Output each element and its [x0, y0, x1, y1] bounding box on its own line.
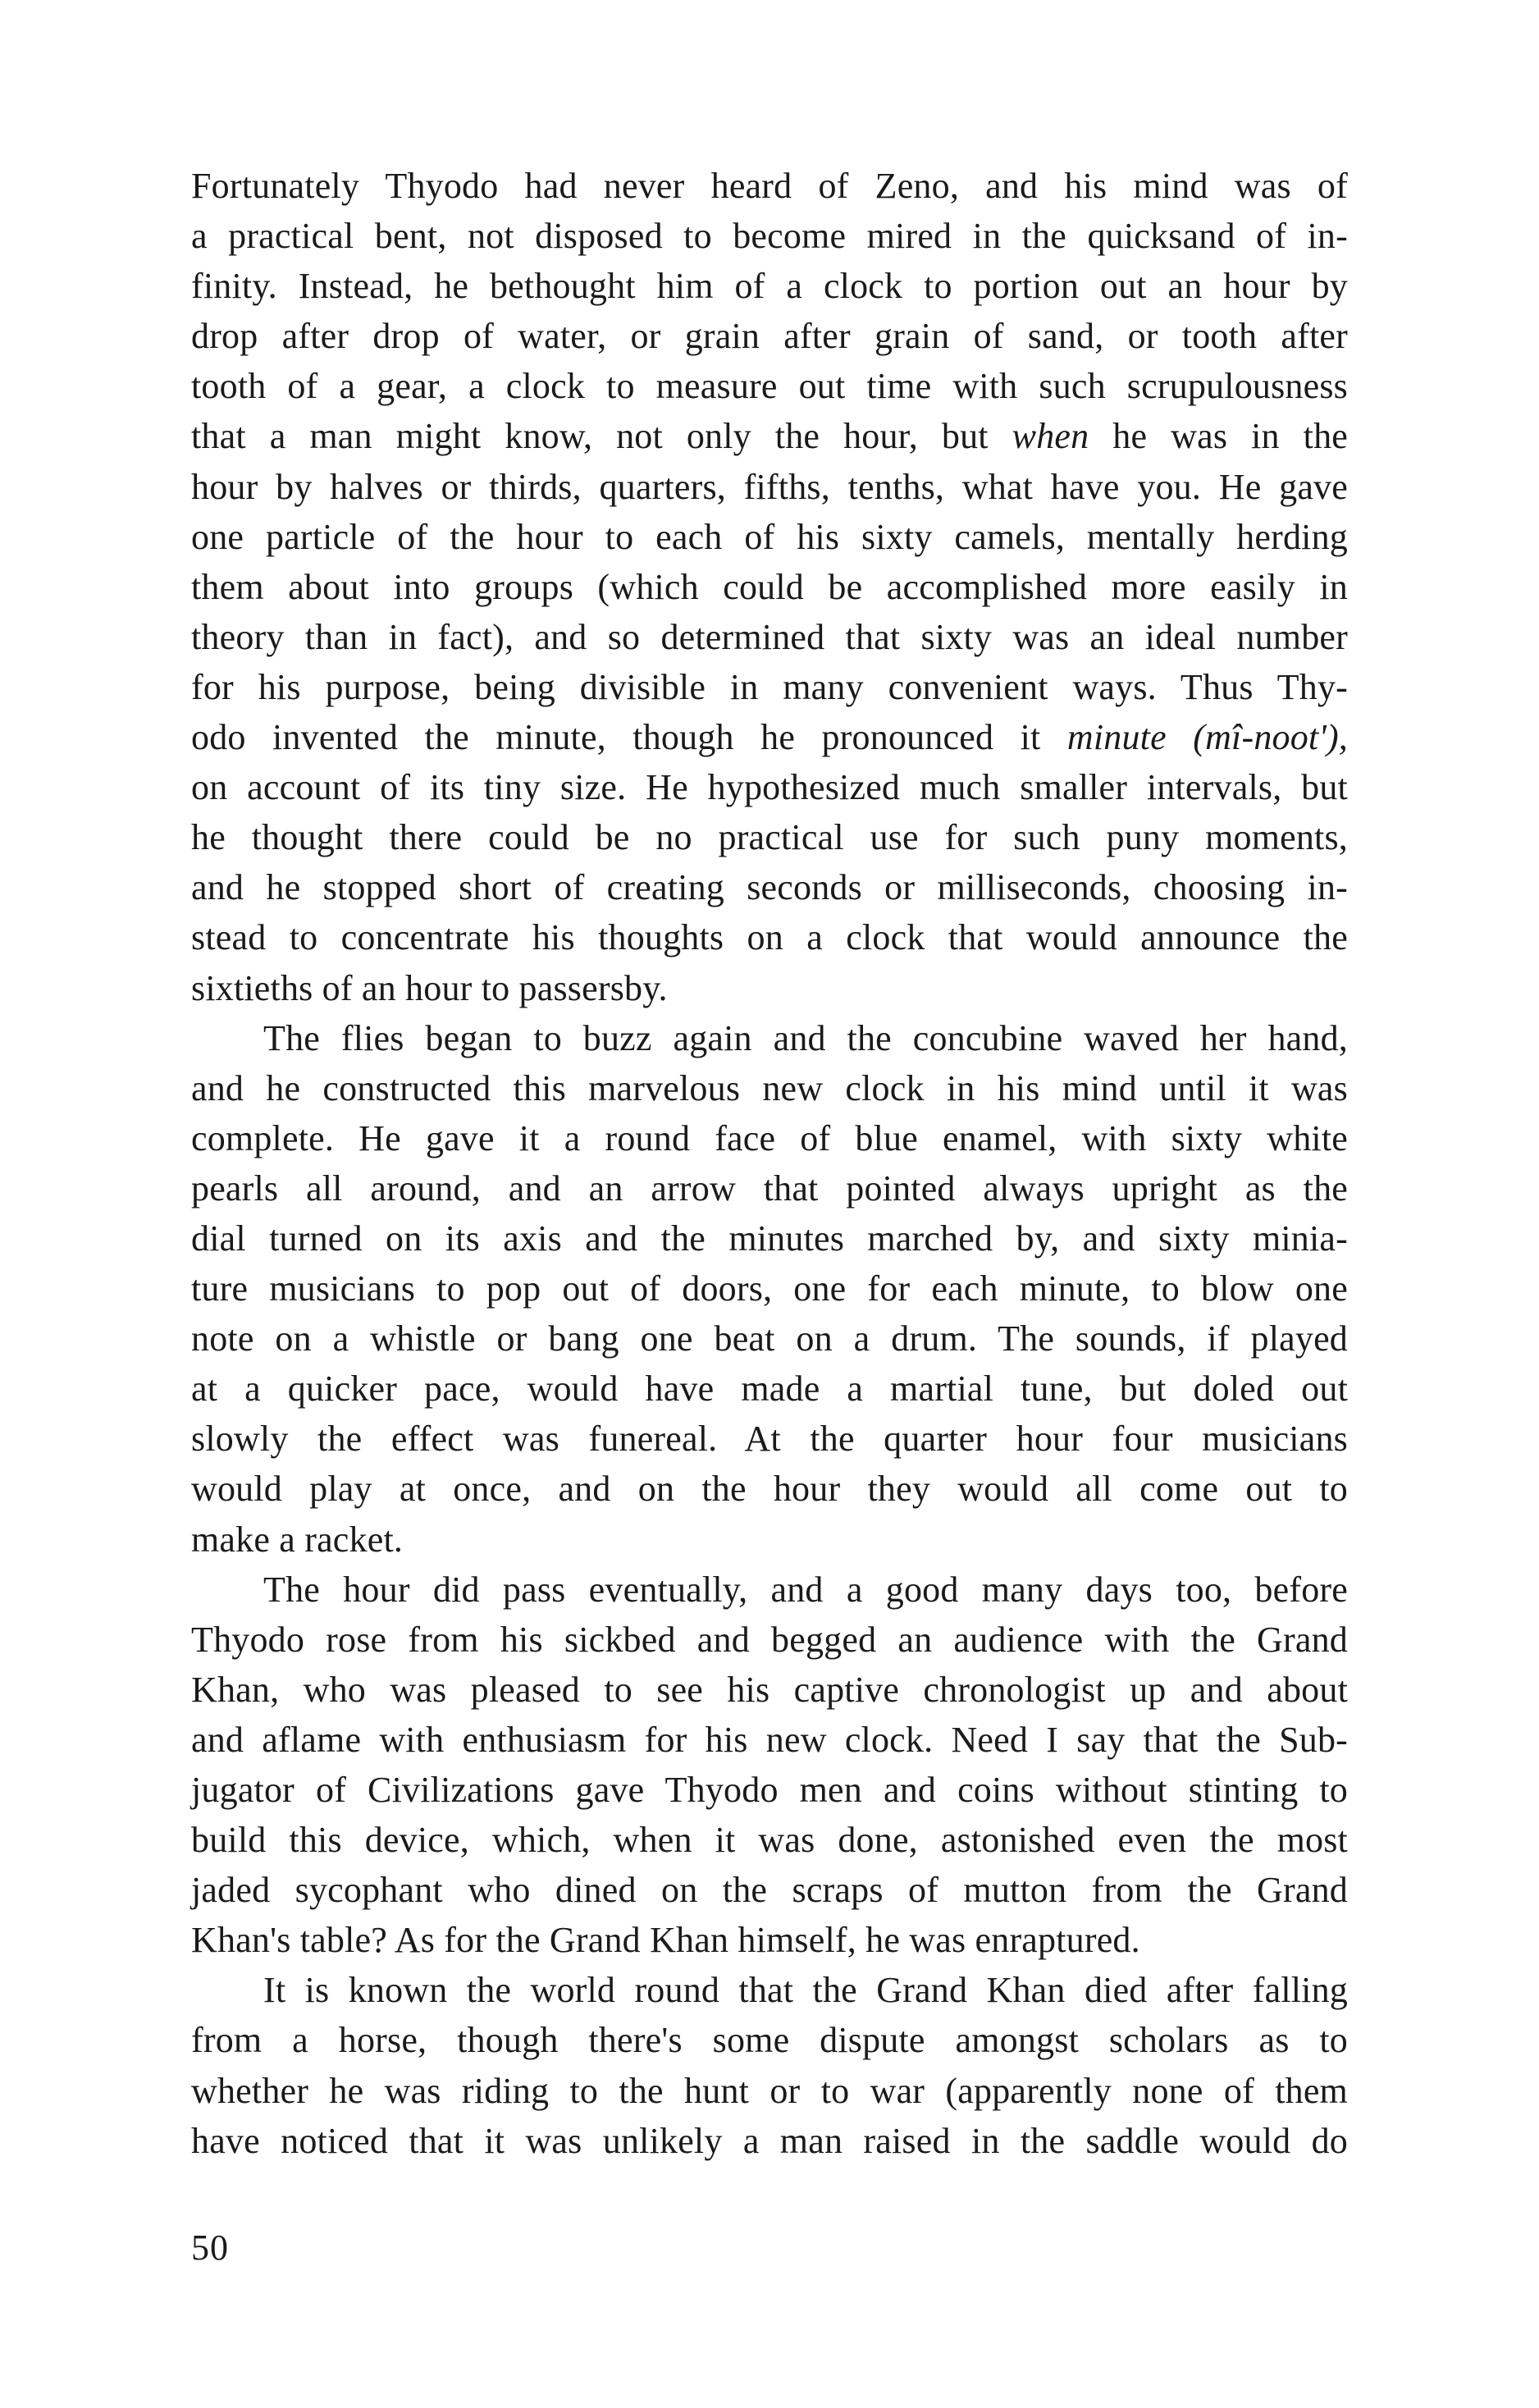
text-line: build this device, which, when it was done, astonished even the most — [191, 1820, 1348, 1861]
italic-word: when — [1012, 416, 1089, 457]
text-line: them about into groups (which could be accomplished more easily in — [191, 566, 1348, 607]
page-number: 50 — [191, 2228, 229, 2268]
text-line: complete. He gave it a round face of blue enamel, with sixty white — [191, 1117, 1348, 1158]
text-line: tooth of a gear, a clock to measure out time with such scrupulousness — [191, 366, 1348, 407]
text-line: whether he was riding to the hunt or to war (apparently none of them — [191, 2070, 1348, 2111]
text-line: and he stopped short of creating seconds or milliseconds, choosing in- — [191, 867, 1348, 908]
text-line: he thought there could be no practical use for such puny moments, — [191, 817, 1348, 858]
text-line: The hour did pass eventually, and a good many days too, before — [263, 1569, 1348, 1610]
italic-word: minute (mî-noot'), — [1066, 717, 1349, 758]
text-line: note on a whistle or bang one beat on a drum. The sounds, if played — [191, 1318, 1348, 1359]
text-line: finity. Instead, he bethought him of a clock to portion out an hour by — [191, 266, 1348, 307]
text-line: for his purpose, being divisible in many convenient ways. Thus Thy- — [191, 666, 1348, 707]
text-line — [191, 712, 1348, 762]
text-line: The flies began to buzz again and the concubine waved her hand, — [263, 1017, 1348, 1058]
text-run: that a man might know, not only the hour, but — [191, 416, 989, 457]
text-line: Khan's table? As for the Grand Khan himself, he was enraptured. — [191, 1920, 1140, 1961]
text-line: It is known the world round that the Grand Khan died after falling — [263, 1970, 1348, 2011]
text-line: pearls all around, and an arrow that pointed always upright as the — [191, 1167, 1348, 1209]
text-run: he was in the — [1112, 416, 1349, 457]
text-line: would play at once, and on the hour they would all come out to — [191, 1469, 1348, 1510]
text-line: sixtieths of an hour to passersby. — [191, 967, 668, 1008]
text-line: make a racket. — [191, 1519, 404, 1560]
text-line: slowly the effect was funereal. At the quarter hour four musicians — [191, 1419, 1348, 1460]
text-line: a practical bent, not disposed to become mired in the quicksand of in- — [191, 216, 1348, 257]
body-text — [191, 161, 1348, 2166]
text-line: jugator of Civilizations gave Thyodo men and coins without stinting to — [191, 1770, 1348, 1810]
text-line: and aflame with enthusiasm for his new clock. Need I say that the Sub- — [191, 1719, 1348, 1760]
text-line: ture musicians to pop out of doors, one for each minute, to blow one — [191, 1268, 1348, 1309]
text-line: hour by halves or thirds, quarters, fifths, tenths, what have you. He gave — [191, 466, 1348, 507]
text-line: theory than in fact), and so determined that sixty was an ideal number — [191, 616, 1348, 657]
text-line: dial turned on its axis and the minutes marched by, and sixty minia- — [191, 1218, 1348, 1259]
text-run: odo invented the minute, though he pronounced it — [191, 717, 1041, 758]
text-line: stead to concentrate his thoughts on a clock that would announce the — [191, 917, 1348, 958]
text-line: Khan, who was pleased to see his captive chronologist up and about — [191, 1669, 1348, 1710]
text-line: Thyodo rose from his sickbed and begged an audience with the Grand — [191, 1619, 1348, 1660]
text-line: drop after drop of water, or grain after grain of sand, or tooth after — [191, 316, 1348, 357]
text-line: and he constructed this marvelous new clock in his mind until it was — [191, 1067, 1348, 1108]
text-line: have noticed that it was unlikely a man raised in the saddle would do — [191, 2120, 1348, 2161]
text-line: one particle of the hour to each of his sixty camels, mentally herding — [191, 516, 1348, 557]
text-line: jaded sycophant who dined on the scraps of mutton from the Grand — [191, 1870, 1348, 1911]
text-line: from a horse, though there's some dispute amongst scholars as to — [191, 2020, 1348, 2061]
text-line: on account of its tiny size. He hypothesized much smaller intervals, but — [191, 767, 1348, 808]
text-line: Fortunately Thyodo had never heard of Zeno, and his mind was of — [191, 166, 1348, 206]
text-line — [191, 411, 1348, 461]
text-line: at a quicker pace, would have made a martial tune, but doled out — [191, 1368, 1348, 1410]
